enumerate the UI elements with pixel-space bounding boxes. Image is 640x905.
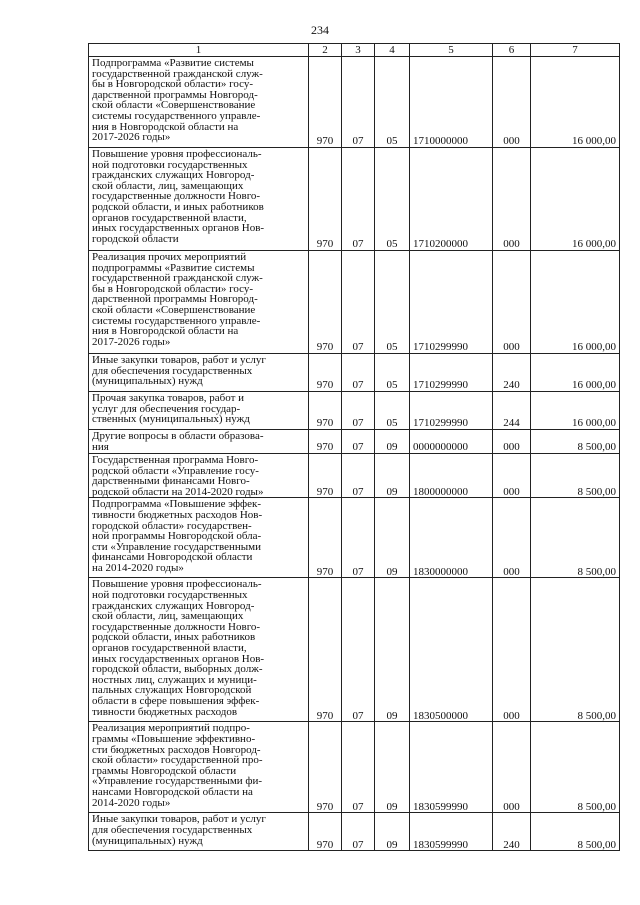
target-article-code: 1710000000 — [413, 135, 468, 148]
subsection-code: 09 — [386, 565, 398, 578]
section-code: 07 — [352, 565, 364, 578]
budget-table — [88, 43, 620, 851]
table-row — [89, 578, 620, 722]
target-article-code: 1800000000 — [413, 485, 468, 498]
table-row — [89, 57, 620, 148]
expense-type-code: 000 — [503, 565, 520, 578]
expense-type-code: 000 — [503, 441, 520, 454]
amount: 8 500,00 — [577, 485, 616, 498]
table-row — [89, 251, 620, 354]
subsection-code: 09 — [386, 838, 398, 851]
page-number: 234 — [311, 23, 329, 37]
amount: 8 500,00 — [577, 441, 616, 454]
target-article-code: 1830500000 — [413, 709, 468, 722]
row-description: Реализация мероприятий подпро- граммы «Повышение эффективно- сти бюджетных расходов Новгород- ской области» государственной про- граммы Новгородской области «Управление государственными фи- нансами Новгородской области на 2014-2020 годы» — [92, 722, 263, 809]
section-code: 07 — [352, 417, 364, 430]
column-header: 4 — [375, 44, 410, 57]
section-code: 07 — [352, 379, 364, 392]
target-article-code: 1710299990 — [413, 417, 468, 430]
ministry-code: 970 — [316, 135, 334, 148]
table-row — [89, 148, 620, 251]
table-row — [89, 454, 620, 498]
amount: 8 500,00 — [577, 838, 616, 851]
table-row — [89, 498, 620, 578]
ministry-code: 970 — [316, 379, 334, 392]
amount: 16 000,00 — [572, 135, 616, 148]
ministry-code: 970 — [316, 485, 334, 498]
section-code: 07 — [352, 238, 364, 251]
expense-type-code: 244 — [503, 417, 520, 430]
subsection-code: 05 — [386, 238, 398, 251]
section-code: 07 — [352, 838, 364, 851]
table-row — [89, 430, 620, 454]
ministry-code: 970 — [316, 838, 334, 851]
subsection-code: 05 — [386, 379, 398, 392]
section-code: 07 — [352, 441, 364, 454]
amount: 16 000,00 — [572, 238, 616, 251]
row-description: Реализация прочих мероприятий подпрограммы «Развитие системы государственной гражданской служ- бы в Новгородской области» госу- дарственной программы Новгород- ской области «Совершенствование системы государственного управле- ния в Новгородской области на 2017-2026 годы» — [92, 251, 263, 348]
target-article-code: 1710299990 — [413, 341, 468, 354]
table-row — [89, 813, 620, 851]
row-description: Другие вопросы в области образова- ния — [92, 430, 264, 453]
expense-type-code: 000 — [503, 800, 520, 813]
amount: 16 000,00 — [572, 417, 616, 430]
row-description: Подпрограмма «Развитие системы государственной гражданской служ- бы в Новгородской области» госу- дарственной программы Новгород- ской области «Совершенствование системы государственного управле- ния в Новгородской области на 2017-2026 годы» — [92, 57, 263, 144]
subsection-code: 09 — [386, 485, 398, 498]
target-article-code: 1830000000 — [413, 565, 468, 578]
row-description: Повышение уровня профессиональ- ной подготовки государственных гражданских служащих Новгород- ской области, лиц, замещающих государственные должности Новго- родской области, иных работников органов государственной власти, иных государственных органов Нов- городской области, выборных долж- ностных лиц, служащих и муници- пальных служащих Новгородской области в сфере повышения эффек- тивности бюджетных расходов — [92, 578, 265, 718]
expense-type-code: 000 — [503, 341, 520, 354]
subsection-code: 05 — [386, 417, 398, 430]
ministry-code: 970 — [316, 565, 334, 578]
section-code: 07 — [352, 341, 364, 354]
table-row — [89, 354, 620, 392]
subsection-code: 05 — [386, 135, 398, 148]
row-description: Государственная программа Новго- родской области «Управление госу- дарственными финансами Новго- родской области на 2014-2020 годы» — [92, 454, 264, 498]
row-description: Иные закупки товаров, работ и услуг для обеспечения государственных (муниципальных) нужд — [92, 354, 266, 388]
row-description: Подпрограмма «Повышение эффек- тивности бюджетных расходов Нов- городской области» государствен- ной программы Новгородской обла- сти «Управление государственными финансами Новгородской области на 2014-2020 годы» — [92, 498, 263, 574]
amount: 8 500,00 — [577, 565, 616, 578]
expense-type-code: 000 — [503, 709, 520, 722]
ministry-code: 970 — [316, 709, 334, 722]
section-code: 07 — [352, 485, 364, 498]
table-row — [89, 722, 620, 813]
expense-type-code: 000 — [503, 485, 520, 498]
column-header: 7 — [531, 44, 620, 57]
amount: 16 000,00 — [572, 341, 616, 354]
ministry-code: 970 — [316, 341, 334, 354]
column-header: 6 — [493, 44, 531, 57]
amount: 8 500,00 — [577, 800, 616, 813]
subsection-code: 09 — [386, 441, 398, 454]
ministry-code: 970 — [316, 800, 334, 813]
column-header: 3 — [342, 44, 375, 57]
table-row — [89, 392, 620, 430]
target-article-code: 1830599990 — [413, 800, 468, 813]
subsection-code: 09 — [386, 800, 398, 813]
ministry-code: 970 — [316, 238, 334, 251]
expense-type-code: 000 — [503, 238, 520, 251]
column-number-header-row — [89, 44, 620, 57]
expense-type-code: 240 — [503, 838, 520, 851]
section-code: 07 — [352, 709, 364, 722]
section-code: 07 — [352, 135, 364, 148]
amount: 8 500,00 — [577, 709, 616, 722]
row-description: Иные закупки товаров, работ и услуг для обеспечения государственных (муниципальных) нужд — [92, 813, 266, 847]
row-description: Прочая закупка товаров, работ и услуг для обеспечения государ- ственных (муниципальных) нужд — [92, 392, 250, 426]
target-article-code: 1710200000 — [413, 238, 468, 251]
column-header: 5 — [410, 44, 493, 57]
subsection-code: 09 — [386, 709, 398, 722]
subsection-code: 05 — [386, 341, 398, 354]
column-header: 1 — [89, 44, 309, 57]
expense-type-code: 240 — [503, 379, 520, 392]
expense-type-code: 000 — [503, 135, 520, 148]
row-description: Повышение уровня профессиональ- ной подготовки государственных гражданских служащих Новгород- ской области, лиц, замещающих государственные должности Новго- родской области, и иных работников органов государственной власти, иных государственных органов Нов- городской области — [92, 148, 265, 245]
target-article-code: 1830599990 — [413, 838, 468, 851]
target-article-code: 1710299990 — [413, 379, 468, 392]
section-code: 07 — [352, 800, 364, 813]
ministry-code: 970 — [316, 417, 334, 430]
column-header: 2 — [309, 44, 342, 57]
target-article-code: 0000000000 — [413, 441, 468, 454]
amount: 16 000,00 — [572, 379, 616, 392]
ministry-code: 970 — [316, 441, 334, 454]
